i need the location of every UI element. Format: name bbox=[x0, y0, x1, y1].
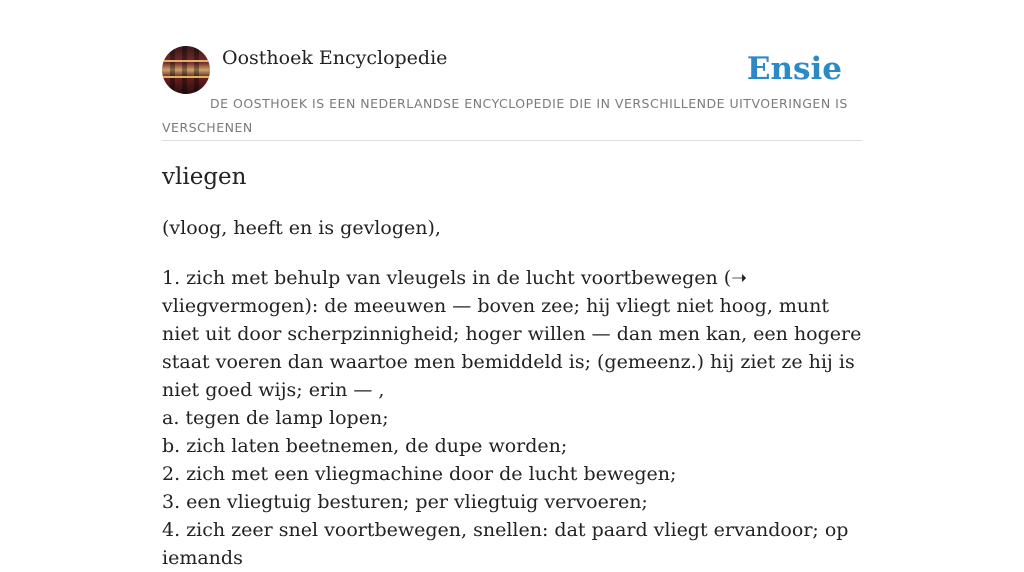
definition-line: 2. zich met een vliegmachine door de lucht bewegen; bbox=[162, 463, 677, 485]
definition-line: 4. zich zeer snel voortbewegen, snellen: dat paard vliegt ervandoor; op iemands bbox=[162, 519, 849, 569]
source-tagline: DE OOSTHOEK IS EEN NEDERLANDSE ENCYCLOPEDIE DIE IN VERSCHILLENDE UITVOERINGEN IS VERSCHENEN bbox=[162, 96, 848, 135]
source-avatar[interactable] bbox=[162, 46, 210, 94]
definition-line: 3. een vliegtuig besturen; per vliegtuig vervoeren; bbox=[162, 491, 648, 513]
entry-intro: (vloog, heeft en is gevlogen), bbox=[162, 217, 441, 239]
ensie-logo[interactable]: Ensie bbox=[746, 51, 842, 87]
header bbox=[162, 46, 862, 141]
definition-line: a. tegen de lamp lopen; bbox=[162, 407, 389, 429]
entry-title: vliegen bbox=[162, 164, 247, 190]
definition-line: b. zich laten beetnemen, de dupe worden; bbox=[162, 435, 568, 457]
source-name-link[interactable]: Oosthoek Encyclopedie bbox=[222, 47, 448, 69]
entry-definition bbox=[162, 264, 862, 572]
definition-line: 1. zich met behulp van vleugels in de lucht voortbewegen (➝ vliegvermogen): de meeuwen — boven zee; hij vliegt niet hoog, munt niet uit door scherpzinnigheid; hoger willen — dan men kan, een hogere staat voeren dan waartoe men bemiddeld is; (gemeenz.) hij ziet ze hij is niet goed wijs; erin — , bbox=[162, 267, 862, 401]
